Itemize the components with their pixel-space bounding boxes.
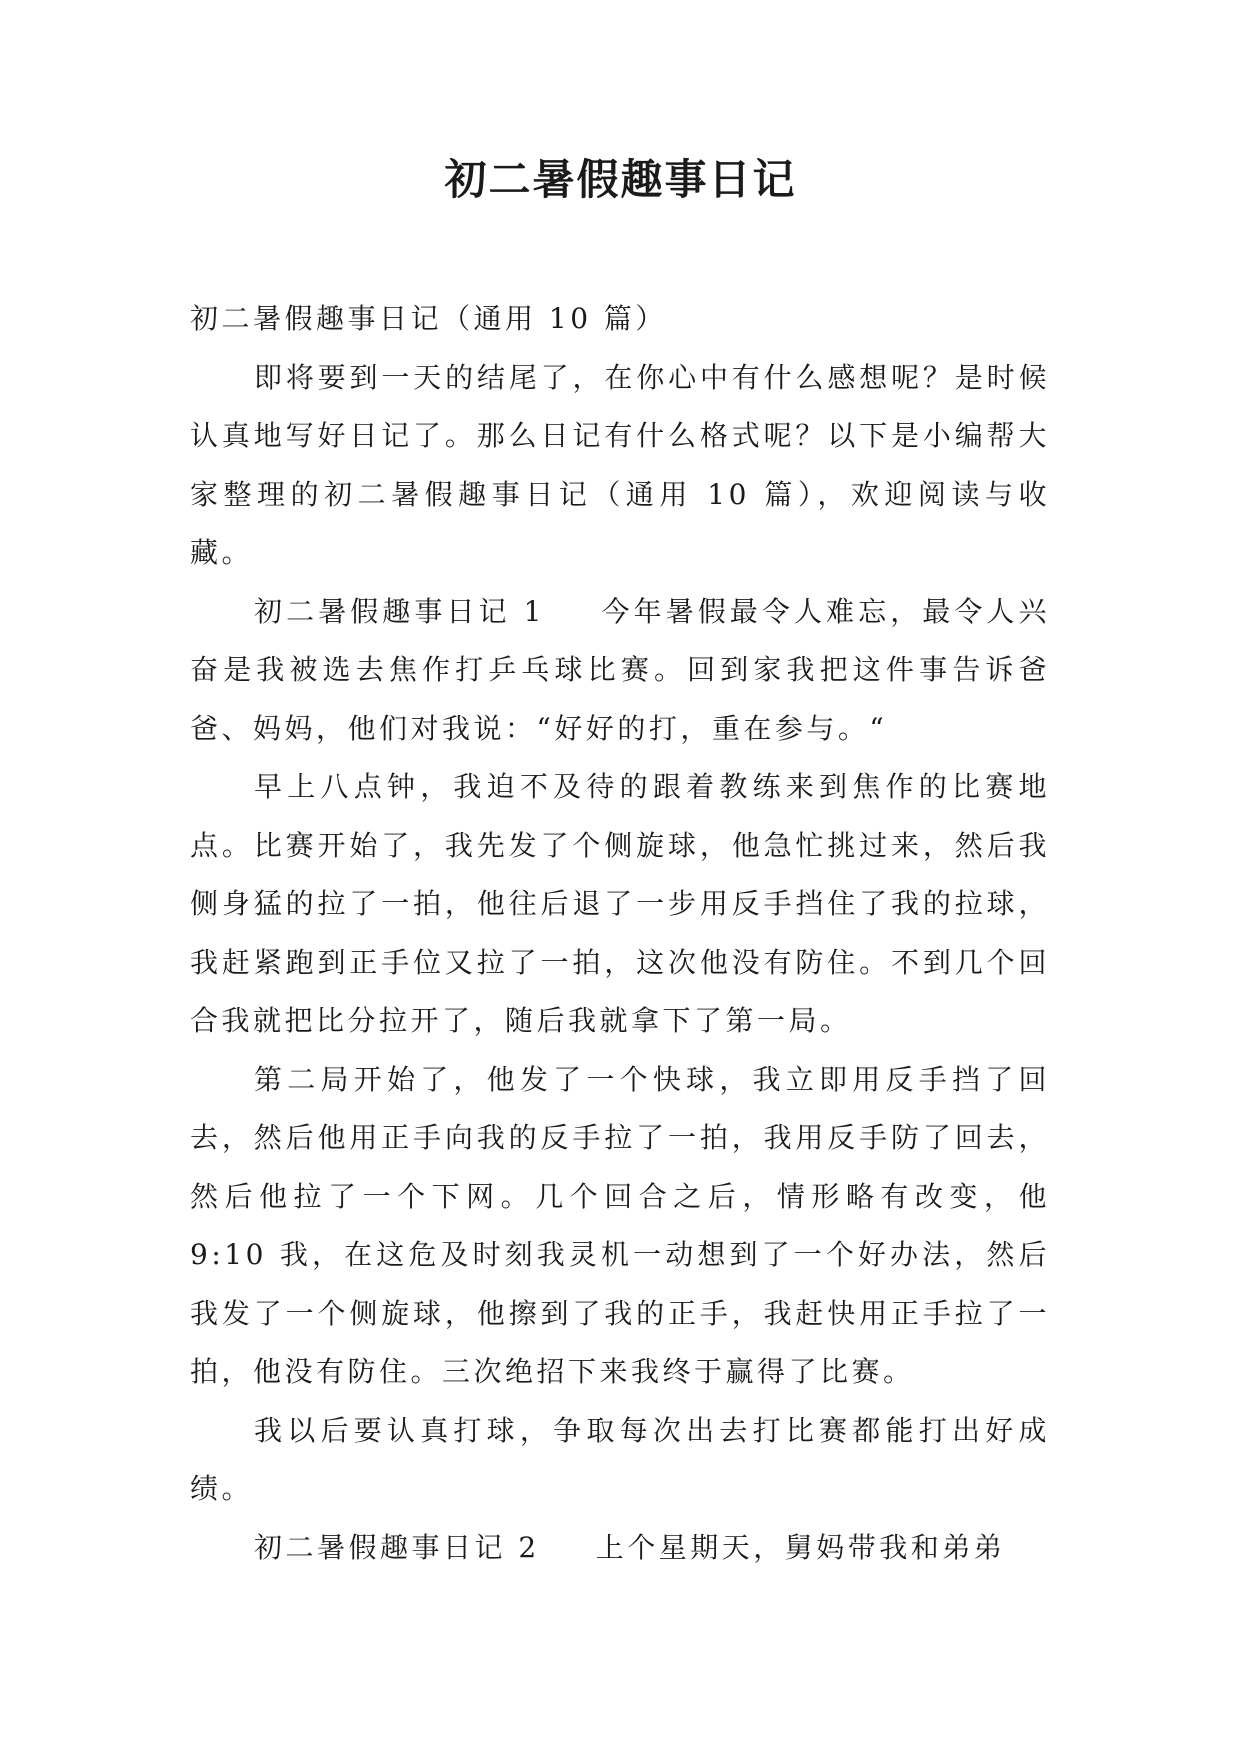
entry-1-first-paragraph (190, 583, 1050, 759)
entry-2-first-paragraph (190, 1519, 1050, 1578)
entry-1-paragraph-4: 我以后要认真打球，争取每次出去打比赛都能打出好成绩。 (190, 1413, 1050, 1505)
entry-2-heading: 初二暑假趣事日记 2 (254, 1530, 540, 1564)
document-title: 初二暑假趣事日记 (444, 155, 797, 204)
entry-1-heading: 初二暑假趣事日记 1 (254, 594, 545, 628)
document-body (190, 290, 1050, 1577)
entry-2-first-line: 上个星期天，舅妈带我和弟弟 (595, 1530, 1006, 1564)
intro-paragraph: 即将要到一天的结尾了，在你心中有什么感想呢？是时候认真地写好日记了。那么日记有什么格式呢？以下是小编帮大家整理的初二暑假趣事日记（通用 10 篇），欢迎阅读与收藏。 (190, 360, 1050, 569)
entry-1-paragraph-2: 早上八点钟，我迫不及待的跟着教练来到焦作的比赛地点。比赛开始了，我先发了个侧旋球，他急忙挑过来，然后我侧身猛的拉了一拍，他往后退了一步用反手挡住了我的拉球，我赶紧跑到正手位又拉了一拍，这次他没有防住。不到几个回合我就把比分拉开了，随后我就拿下了第一局。 (190, 770, 1050, 1037)
entry-1-paragraph-1: 今年暑假最令人难忘，最令人兴奋是我被选去焦作打乒乓球比赛。回到家我把这件事告诉爸爸、妈妈，他们对我说：“好好的打，重在参与。“ (190, 594, 1050, 745)
document-subtitle: 初二暑假趣事日记（通用 10 篇） (190, 302, 667, 335)
entry-1-paragraph-3: 第二局开始了，他发了一个快球，我立即用反手挡了回去，然后他用正手向我的反手拉了一拍，我用反手防了回去，然后他拉了一个下网。几个回合之后，情形略有改变，他 9:10 我，在这危及时刻我灵机一动想到了一个好办法，然后我发了一个侧旋球，他擦到了我的正手，我赶快用正手拉了一拍，他没有防住。三次绝招下来我终于赢得了比赛。 (190, 1062, 1050, 1388)
